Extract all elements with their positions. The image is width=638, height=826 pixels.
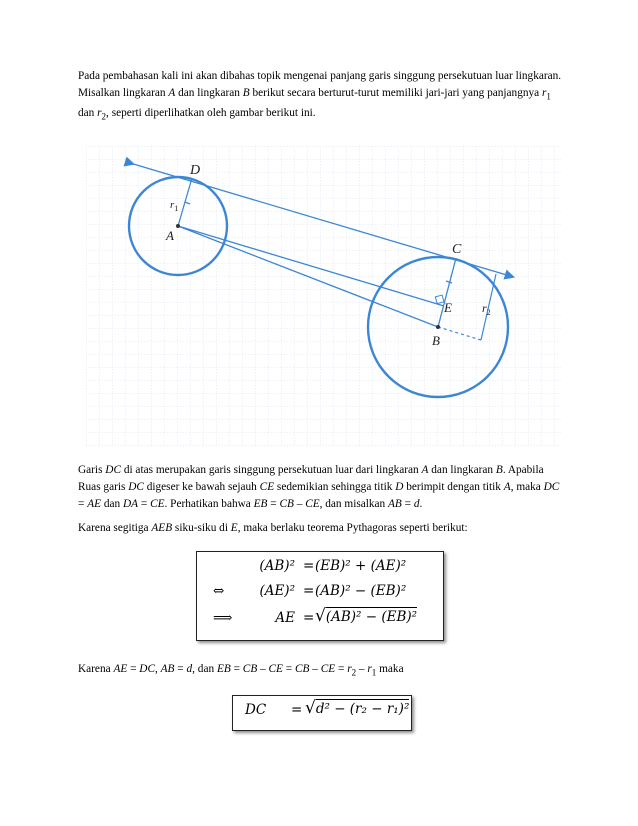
label-e: E xyxy=(444,300,452,315)
equation-row-3 xyxy=(197,606,443,634)
label-d: D xyxy=(190,163,201,178)
equation-row-1-rhs: (EB)² + (AE)² xyxy=(315,558,407,574)
final-radicand: d² − (r₂ − r₁)² xyxy=(315,701,410,717)
tangent-circles-figure xyxy=(86,146,562,446)
implies-icon: ⟹ xyxy=(213,610,233,626)
equation-row-3-eq: = xyxy=(303,610,315,626)
equation-row-2 xyxy=(197,583,443,607)
equation-row-2-rhs: (AB)² − (EB)² xyxy=(315,583,407,599)
label-a: A xyxy=(166,228,174,243)
equation-row-1-eq: = xyxy=(303,558,315,574)
radical-icon: √ xyxy=(315,606,326,626)
equation-row-3-rhs xyxy=(315,606,417,626)
label-c: C xyxy=(452,242,462,257)
explanation-paragraph: Garis DC di atas merupakan garis singgung persekutuan luar dari lingkaran A dan lingkaran B. Apabila Ruas garis DC digeser ke bawah sejauh CE sedemikian sehingga titik D berimpit dengan titik A, maka DC = AE dan DA = CE. Perhatikan bahwa EB = CB – CE, dan misalkan AB = d. xyxy=(78,464,560,510)
equation-row-2-lhs: (AE)² xyxy=(259,583,295,599)
final-formula-box xyxy=(232,695,412,731)
equation-row-1 xyxy=(197,558,443,582)
radicand: (AB)² − (EB)² xyxy=(325,609,418,625)
pythagoras-equation-box xyxy=(196,551,444,641)
point-b xyxy=(436,325,440,329)
label-r2: $r_2$ xyxy=(482,301,491,317)
equivalence-icon: ⇔ xyxy=(213,583,225,599)
final-formula-row xyxy=(233,698,411,726)
intro-paragraph: Pada pembahasan kali ini akan dibahas topik mengenai panjang garis singgung persekutuan luar lingkaran. Misalkan lingkaran A dan lingkaran B berikut secara berturut-turut memiliki jari-jari yang panjangnya $r_1$ dan $r_2$, seperti diperlihatkan oleh gambar berikut ini. xyxy=(78,70,562,122)
label-b: B xyxy=(432,333,440,348)
equation-row-2-eq: = xyxy=(303,583,315,599)
radical-icon: √ xyxy=(305,698,316,718)
equation-row-3-lhs: AE xyxy=(275,610,295,626)
equation-row-1-lhs: (AB)² xyxy=(259,558,295,574)
final-formula-lhs: DC xyxy=(245,702,267,718)
pythagoras-intro: Karena segitiga AEB siku-siku di E, maka berlaku teorema Pythagoras seperti berikut: xyxy=(78,522,468,534)
final-formula-eq: = xyxy=(291,702,303,718)
point-a xyxy=(176,224,180,228)
substitution-paragraph: Karena AE = DC, AB = d, dan EB = CB – CE = CB – CE = $r_2 - r_1$ maka xyxy=(78,663,404,678)
label-r1: $r_1$ xyxy=(170,199,179,213)
final-formula-rhs xyxy=(305,698,409,718)
